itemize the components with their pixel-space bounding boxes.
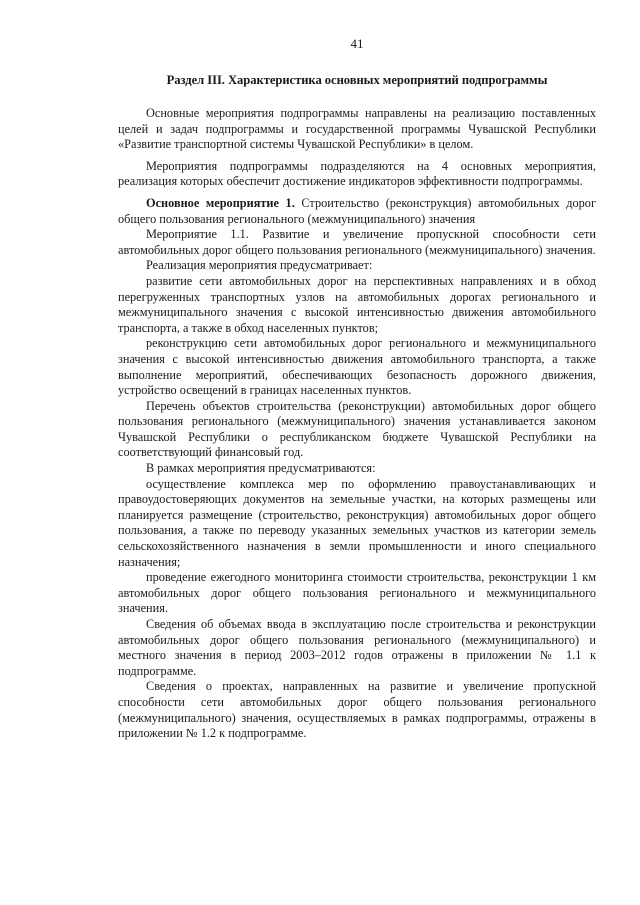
paragraph-1 (118, 106, 596, 153)
paragraph-text: В рамках мероприятия предусматриваются: (146, 461, 376, 476)
document-page (118, 36, 596, 742)
page-number: 41 (350, 36, 364, 51)
paragraph-text: Основные мероприятия подпрограммы направлены на реализацию поставленных целей и задач подпрограммы и государственной программы Чувашской Республики «Развитие транспортной системы Чувашской Республики» в целом. (118, 106, 596, 152)
paragraph-text: проведение ежегодного мониторинга стоимости строительства, реконструкции 1 км автомобильных дорог общего пользования регионального и межмуниципального значения. (118, 570, 596, 616)
paragraph-12 (118, 617, 596, 679)
paragraph-text: Сведения об объемах ввода в эксплуатацию после строительства и реконструкции автомобильных дорог общего пользования регионального (межмуниципального) и местного значения в период 2003–2012 годов отражены в приложении № 1.1 к подпрограмме. (118, 617, 596, 678)
paragraph-9 (118, 461, 596, 477)
section-title: Раздел III. Характеристика основных мероприятий подпрограммы (166, 73, 548, 87)
paragraph-lead: Основное мероприятие 1. (146, 195, 295, 210)
paragraph-13 (118, 679, 596, 741)
paragraph-text: развитие сети автомобильных дорог на перспективных направлениях и в обход перегруженных транспортных узлов на автомобильных дорогах регионального и межмуниципального значения с высокой интенсивностью движения автомобильного транспорта, а также в обход населенных пунктов; (118, 273, 596, 335)
paragraph-text: Мероприятия подпрограммы подразделяются на 4 основных мероприятия, реализация которых обеспечит достижение индикаторов эффективности подпрограммы. (118, 158, 596, 189)
paragraph-5 (118, 258, 596, 274)
body-text (118, 106, 596, 742)
paragraph-10 (118, 477, 596, 571)
paragraph-6 (118, 274, 596, 336)
paragraph-text: Перечень объектов строительства (реконструкции) автомобильных дорог общего пользования регионального (межмуниципального) значения устанавливается законом Чувашской Республики о республиканском бюджете Чувашской Республики на соответствующий финансовый год. (118, 398, 596, 460)
paragraph-text: Строительство (реконструкция) автомобильных дорог общего пользования регионального (межмуниципального) значения (118, 195, 596, 226)
paragraph-3 (118, 196, 596, 227)
paragraph-8 (118, 399, 596, 461)
paragraph-text: реконструкцию сети автомобильных дорог регионального и межмуниципального значения с высокой интенсивностью движения автомобильного транспорта, а также выполнение мероприятий, обеспечивающих безопасность дорожного движения, устройство освещений в границах населенных пунктов. (118, 336, 596, 398)
paragraph-text: осуществление комплекса мер по оформлению правоустанавливающих и правоудостоверяющих документов на земельные участки, на которых размещены или планируется размещение (строительство, реконструкция) автомобильных дорог общего пользования, а также по переводу указанных земельных участков из категории земель сельскохозяйственного назначения в земли промышленности и иного специального назначения; (118, 476, 596, 569)
paragraph-4 (118, 227, 596, 258)
paragraph-2 (118, 159, 596, 190)
paragraph-text: Реализация мероприятия предусматривает: (146, 258, 373, 273)
paragraph-text: Сведения о проектах, направленных на развитие и увеличение пропускной способности сети автомобильных дорог общего пользования регионального (межмуниципального) значения, осуществляемых в рамках подпрограммы, отражены в приложении № 1.2 к подпрограмме. (118, 679, 596, 741)
paragraph-11 (118, 570, 596, 617)
paragraph-7 (118, 336, 596, 398)
paragraph-text: Мероприятие 1.1. Развитие и увеличение пропускной способности сети автомобильных дорог общего пользования регионального (межмуниципального) значения. (118, 227, 596, 257)
